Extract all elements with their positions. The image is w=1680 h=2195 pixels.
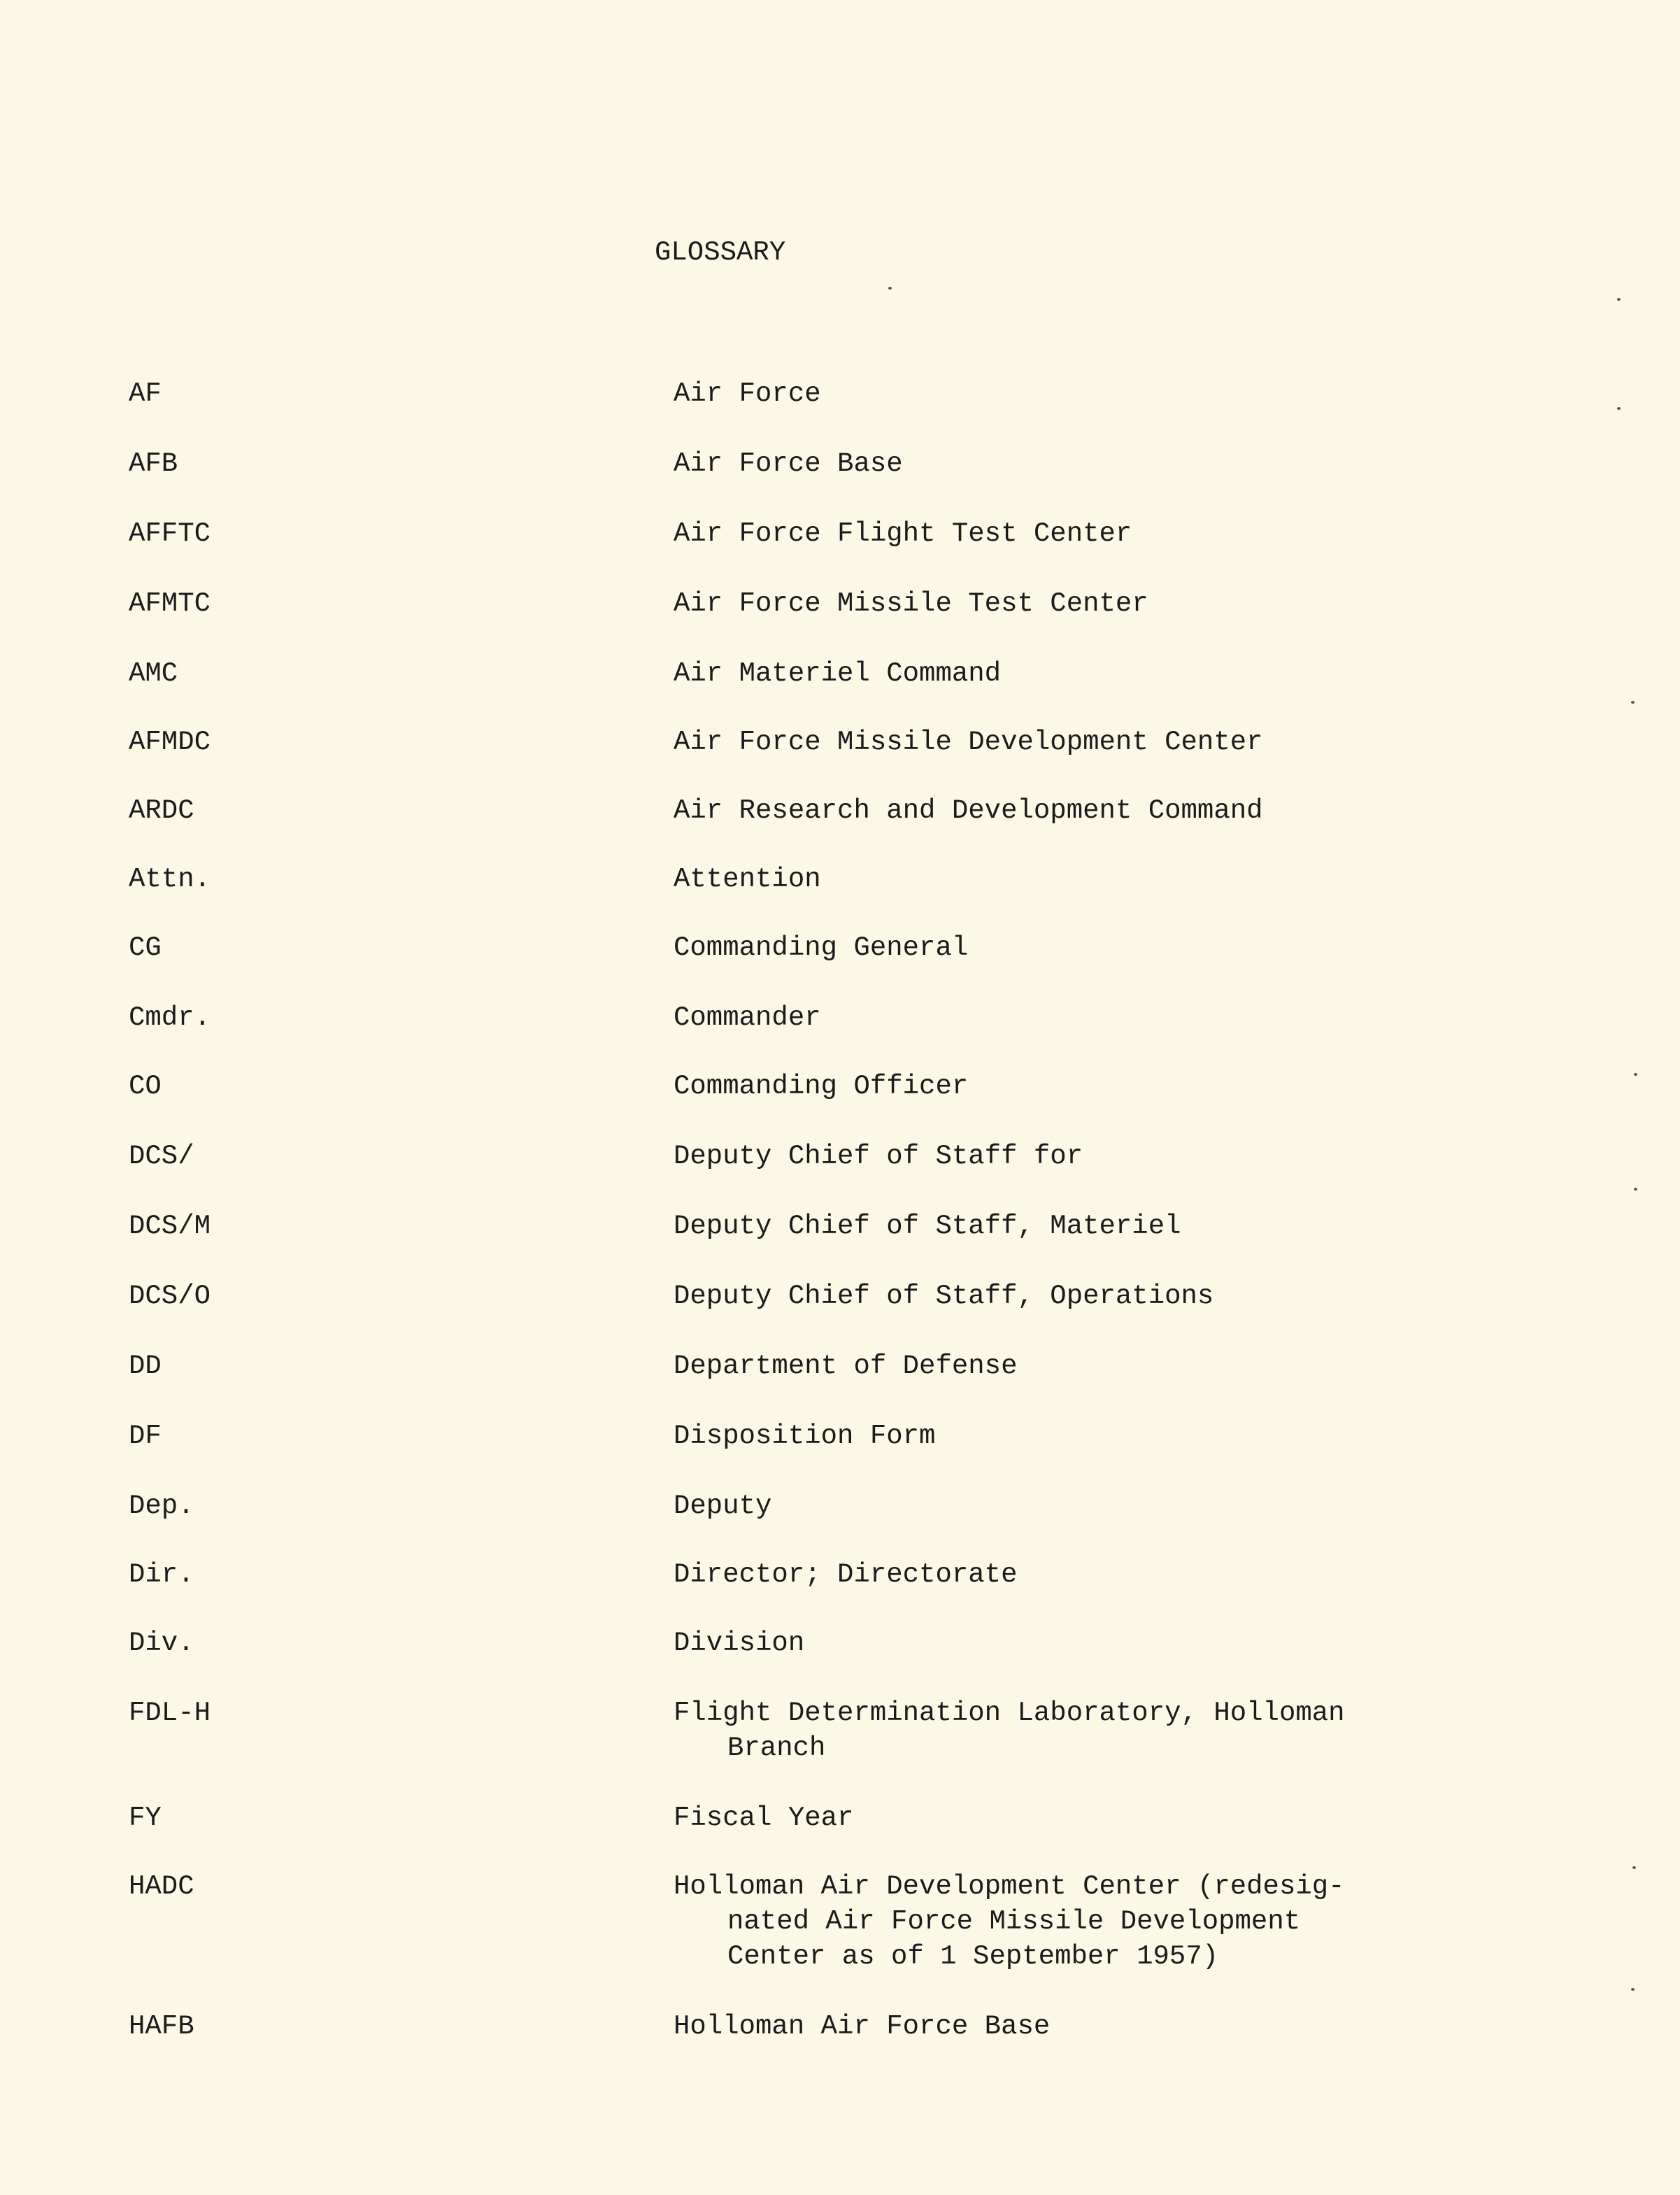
definition-line: Air Force Flight Test Center bbox=[674, 518, 1132, 549]
glossary-abbreviation: AMC bbox=[129, 658, 178, 689]
definition-line: Commander bbox=[674, 1002, 821, 1033]
definition-line: Deputy bbox=[674, 1491, 772, 1521]
definition-line: Air Force Base bbox=[674, 448, 903, 479]
glossary-definition bbox=[674, 1069, 1443, 1104]
glossary-abbreviation: CO bbox=[129, 1071, 162, 1102]
definition-line: Air Research and Development Command bbox=[674, 795, 1263, 826]
glossary-abbreviation: DCS/ bbox=[129, 1141, 194, 1172]
definition-line: Fiscal Year bbox=[674, 1803, 854, 1833]
paper-speck bbox=[1634, 1188, 1637, 1191]
definition-line: Deputy Chief of Staff, Operations bbox=[674, 1281, 1214, 1312]
definition-line: Holloman Air Development Center (redesig- bbox=[674, 1871, 1345, 1902]
glossary-abbreviation: FY bbox=[129, 1803, 162, 1833]
definition-line: Attention bbox=[674, 864, 821, 895]
glossary-definition bbox=[674, 1626, 1443, 1661]
glossary-abbreviation: AFMTC bbox=[129, 588, 211, 619]
definition-line: Center as of 1 September 1957) bbox=[727, 1941, 1219, 1972]
definition-line: Holloman Air Force Base bbox=[674, 2011, 1051, 2042]
glossary-abbreviation: Cmdr. bbox=[129, 1002, 211, 1033]
definition-line: Commanding General bbox=[674, 932, 969, 963]
paper-speck bbox=[1617, 407, 1621, 410]
glossary-definition bbox=[674, 793, 1443, 828]
glossary-definition bbox=[674, 1349, 1443, 1384]
glossary-abbreviation: FDL-H bbox=[129, 1698, 211, 1728]
glossary-definition bbox=[674, 656, 1443, 691]
glossary-definition bbox=[674, 1800, 1443, 1835]
glossary-abbreviation: HAFB bbox=[129, 2011, 194, 2042]
definition-line: Flight Determination Laboratory, Holloman bbox=[674, 1698, 1345, 1728]
definition-line: Director; Directorate bbox=[674, 1559, 1018, 1590]
glossary-abbreviation: Div. bbox=[129, 1628, 194, 1658]
glossary-abbreviation: Dir. bbox=[129, 1559, 194, 1590]
definition-line: Air Force Missile Test Center bbox=[674, 588, 1148, 619]
glossary-definition bbox=[674, 1419, 1443, 1454]
definition-line: Disposition Form bbox=[674, 1421, 936, 1451]
definition-line: Department of Defense bbox=[674, 1351, 1018, 1381]
glossary-abbreviation: DD bbox=[129, 1351, 162, 1381]
glossary-definition bbox=[674, 586, 1443, 621]
definition-line: Air Materiel Command bbox=[674, 658, 1002, 689]
paper-speck bbox=[1617, 298, 1621, 301]
glossary-abbreviation: Dep. bbox=[129, 1491, 194, 1521]
paper-speck bbox=[1632, 1866, 1636, 1869]
definition-line: Commanding Officer bbox=[674, 1071, 969, 1102]
definition-line: Air Force bbox=[674, 378, 821, 409]
glossary-definition bbox=[674, 1209, 1443, 1244]
paper-speck bbox=[1634, 1073, 1637, 1076]
definition-line: Branch bbox=[727, 1733, 826, 1763]
glossary-definition bbox=[674, 1869, 1443, 1974]
glossary-definition bbox=[674, 930, 1443, 965]
glossary-abbreviation: DCS/O bbox=[129, 1281, 211, 1312]
definition-line: nated Air Force Missile Development bbox=[727, 1906, 1301, 1937]
definition-line: Division bbox=[674, 1628, 805, 1658]
glossary-definition bbox=[674, 1279, 1443, 1314]
glossary-abbreviation: HADC bbox=[129, 1871, 194, 1902]
glossary-definition bbox=[674, 1139, 1443, 1174]
glossary-abbreviation: AFFTC bbox=[129, 518, 211, 549]
glossary-definition bbox=[674, 2009, 1443, 2044]
definition-line: Deputy Chief of Staff for bbox=[674, 1141, 1083, 1172]
glossary-definition bbox=[674, 725, 1443, 760]
glossary-definition bbox=[674, 1000, 1443, 1035]
glossary-definition bbox=[674, 1557, 1443, 1592]
page-title: GLOSSARY bbox=[655, 237, 786, 268]
glossary-definition bbox=[674, 376, 1443, 411]
glossary-definition bbox=[674, 1696, 1443, 1766]
glossary-definition bbox=[674, 862, 1443, 897]
glossary-definition bbox=[674, 446, 1443, 481]
glossary-abbreviation: CG bbox=[129, 932, 162, 963]
glossary-abbreviation: AFB bbox=[129, 448, 178, 479]
glossary-definition bbox=[674, 516, 1443, 551]
glossary-abbreviation: ARDC bbox=[129, 795, 194, 826]
glossary-abbreviation: AF bbox=[129, 378, 162, 409]
paper-speck bbox=[1631, 1988, 1635, 1991]
glossary-definition bbox=[674, 1489, 1443, 1523]
definition-line: Deputy Chief of Staff, Materiel bbox=[674, 1211, 1181, 1242]
glossary-abbreviation: DCS/M bbox=[129, 1211, 211, 1242]
definition-line: Air Force Missile Development Center bbox=[674, 727, 1263, 758]
glossary-abbreviation: Attn. bbox=[129, 864, 211, 895]
glossary-abbreviation: DF bbox=[129, 1421, 162, 1451]
paper-speck bbox=[888, 287, 892, 290]
paper-speck bbox=[1631, 701, 1635, 704]
glossary-abbreviation: AFMDC bbox=[129, 727, 211, 758]
